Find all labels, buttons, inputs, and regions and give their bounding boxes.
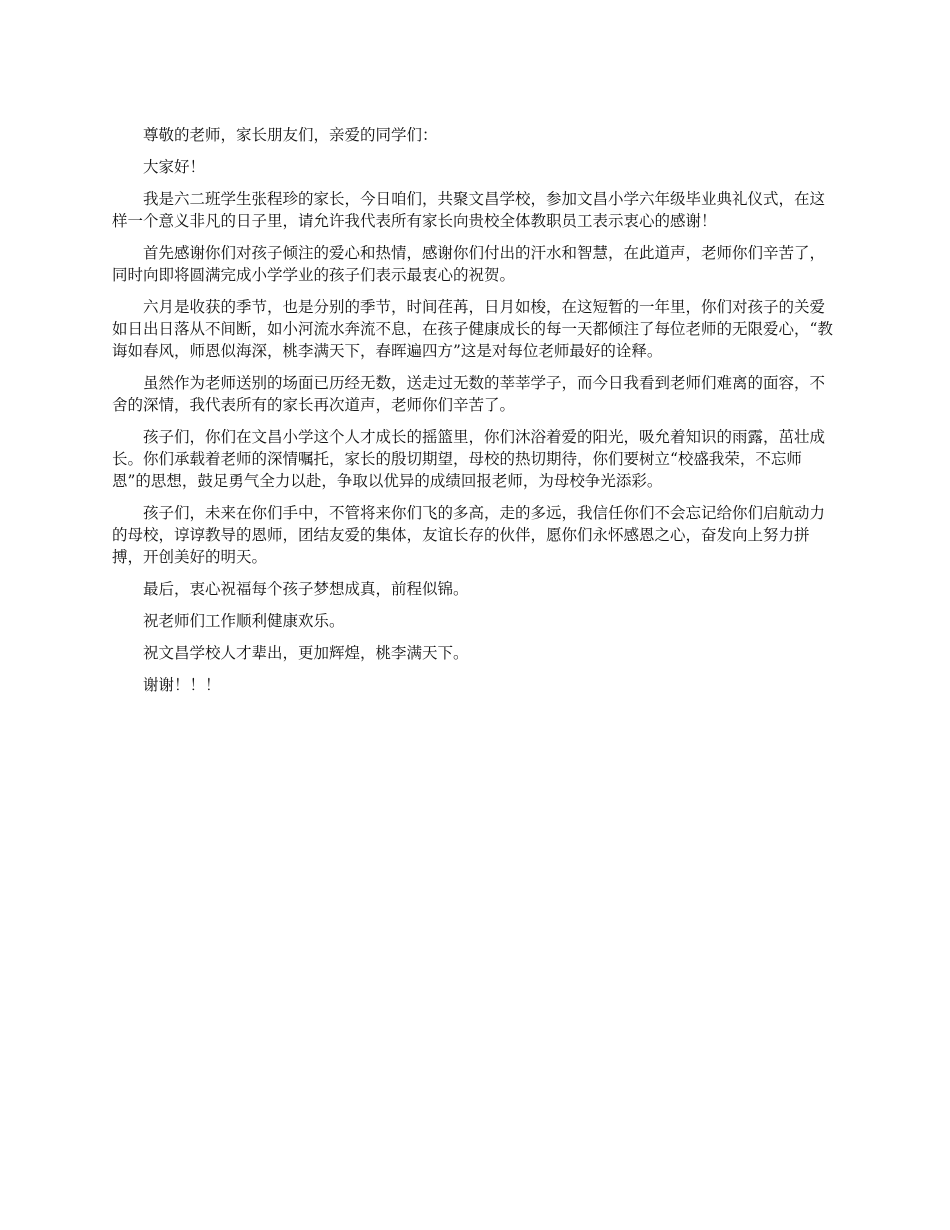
- greeting: 大家好！: [143, 158, 206, 176]
- closing-wish-school: 祝文昌学校人才辈出，更加辉煌，桃李满天下。: [143, 644, 469, 662]
- closing-wish-children: 最后，衷心祝福每个孩子梦想成真，前程似锦。: [143, 580, 469, 598]
- closing-thanks: 谢谢！！！: [143, 676, 221, 694]
- closing-wish-teachers: 祝老师们工作顺利健康欢乐。: [143, 612, 345, 630]
- paragraph-children: 孩子们，你们在文昌小学这个人才成长的摇篮里，你们沐浴着爱的阳光，吸允着知识的雨露，茁壮成长。你们承载着老师的深情嘱托，家长的殷切期望，母校的热切期待，你们要树立“校盛我荣，不忘师恩”的思想，鼓足勇气全力以赴，争取以优异的成绩回报老师，为母校争光添彩。: [112, 428, 826, 490]
- salutation: 尊敬的老师，家长朋友们，亲爱的同学们：: [143, 126, 438, 144]
- paragraph-future: 孩子们，未来在你们手中，不管将来你们飞的多高，走的多远，我信任你们不会忘记给你们启航动力的母校，谆谆教导的恩师，团结友爱的集体，友谊长存的伙伴，愿你们永怀感恩之心，奋发向上努力拼搏，开创美好的明天。: [112, 504, 826, 566]
- paragraph-june: 六月是收获的季节，也是分别的季节，时间荏苒，日月如梭，在这短暂的一年里，你们对孩子的关爱如日出日落从不间断，如小河流水奔流不息，在孩子健康成长的每一天都倾注了每位老师的无限爱心，“教诲如春风，师恩似海深，桃李满天下，春晖遍四方”这是对每位老师最好的诠释。: [112, 298, 833, 360]
- document-body: [112, 124, 840, 706]
- paragraph-introduction: 我是六二班学生张程珍的家长，今日咱们，共聚文昌学校，参加文昌小学六年级毕业典礼仪式，在这样一个意义非凡的日子里，请允许我代表所有家长向贵校全体教职员工表示衷心的感谢！: [112, 190, 826, 230]
- paragraph-thanks: 首先感谢你们对孩子倾注的爱心和热情，感谢你们付出的汗水和智慧，在此道声，老师你们辛苦了，同时向即将圆满完成小学学业的孩子们表示最衷心的祝贺。: [112, 244, 826, 284]
- paragraph-farewell: 虽然作为老师送别的场面已历经无数，送走过无数的莘莘学子，而今日我看到老师们难离的面容，不舍的深情，我代表所有的家长再次道声，老师你们辛苦了。: [112, 374, 826, 414]
